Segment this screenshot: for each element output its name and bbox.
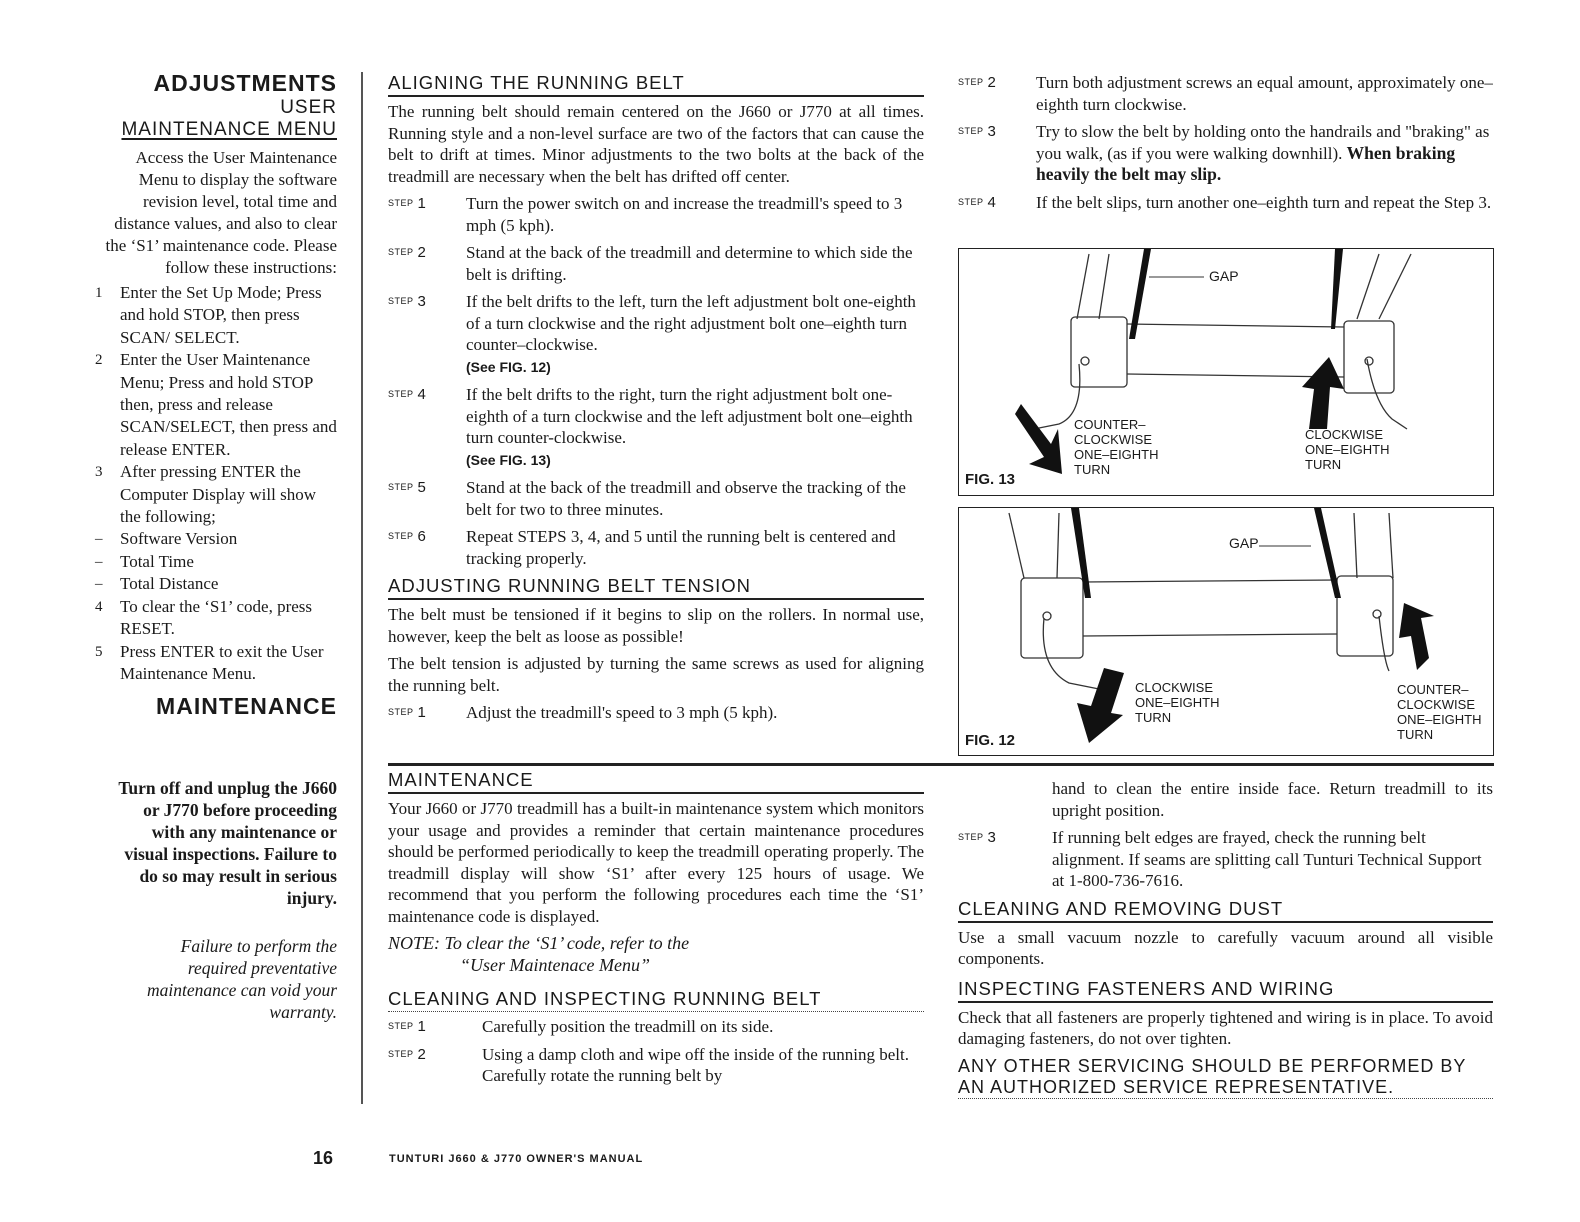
fasteners-paragraph: Check that all fasteners are properly tightened and wiring is in place. To avoid damaging fasteners, do not over tighten. xyxy=(958,1007,1493,1048)
step-number: 3 xyxy=(987,123,996,140)
figure-label-line: TURN xyxy=(1135,710,1172,725)
right-column-lower xyxy=(958,778,1493,1099)
maintenance-heading: MAINTENANCE xyxy=(388,769,924,794)
step-body: Turn both adjustment screws an equal amount, approximately one–eighth turn clockwise. xyxy=(1036,73,1493,114)
step-text xyxy=(1036,192,1493,214)
step-row xyxy=(388,193,924,236)
service-notice: ANY OTHER SERVICING SHOULD BE PERFORMED BY AN AUTHORIZED SERVICE REPRESENTATIVE. xyxy=(958,1056,1493,1099)
aligning-belt-heading: ALIGNING THE RUNNING BELT xyxy=(388,72,924,97)
middle-column-lower xyxy=(388,769,924,1093)
safety-warning: Turn off and unplug the J660 or J770 before proceeding with any maintenance or visual inspections. Failure to do so may result in serious injury. xyxy=(118,778,337,909)
step-number: 5 xyxy=(95,643,103,660)
note-line-2: “User Maintenace Menu” xyxy=(460,954,650,975)
left-column xyxy=(95,70,337,1023)
figure-label-line: TURN xyxy=(1397,727,1434,742)
maintenance-paragraph: Your J660 or J770 treadmill has a built-in maintenance system which monitors your usage and provides a reminder that certain maintenance procedures should be performed periodically to keep the treadmill operating properly. The treadmill display will show ‘S1’ after every 125 hours of usage. We recommend that you perform the following procedures each time the ‘S1’ maintenance code is displayed. xyxy=(388,799,924,926)
user-menu-step xyxy=(95,528,337,550)
step-number: 1 xyxy=(95,285,103,301)
step-number: 4 xyxy=(417,386,426,403)
step-body: Turn the power switch on and increase the treadmill's speed to 3 mph (5 kph). xyxy=(466,194,903,235)
step-text: Total Distance xyxy=(120,574,219,594)
figure-label-line: COUNTER– xyxy=(1074,417,1146,432)
step-text xyxy=(466,526,924,569)
step-label xyxy=(958,121,1036,186)
figure-label-line: TURN xyxy=(1305,457,1342,472)
user-menu-step xyxy=(95,573,337,595)
step-label xyxy=(388,384,466,471)
fig12-left-label xyxy=(1135,680,1220,725)
cleaning-steps xyxy=(388,1016,924,1087)
step-text: Enter the User Maintenance Menu; Press and hold STOP then, press and release SCAN/SELECT, then press and release ENTER. xyxy=(120,350,337,459)
user-subheading: USER xyxy=(280,97,337,118)
step-body: Try to slow the belt by holding onto the handrails and "braking" as you walk, (as if you were walking downhill). xyxy=(1036,122,1490,163)
step-number: 2 xyxy=(95,352,103,369)
step-number: – xyxy=(95,531,103,548)
step-number: 2 xyxy=(987,74,996,91)
figure-12 xyxy=(958,507,1494,756)
step-number: 1 xyxy=(417,195,426,212)
step-label xyxy=(388,477,466,520)
step-number: 4 xyxy=(987,193,996,211)
fig13-right-label xyxy=(1305,427,1390,472)
step-text xyxy=(466,242,924,285)
step-number: 4 xyxy=(95,598,103,615)
step-text xyxy=(466,193,924,236)
warranty-note: Failure to perform the required preventative maintenance can void your warranty. xyxy=(146,936,337,1023)
step-body: Stand at the back of the treadmill and observe the tracking of the belt for two to three minutes. xyxy=(466,478,906,519)
step-body: Carefully position the treadmill on its side. xyxy=(482,1017,774,1036)
tension-step-1: $^{STEP}$ 1 Adjust the treadmill's speed to 3 mph (5 kph). xyxy=(388,703,778,722)
user-menu-intro: Access the User Maintenance Menu to display the software revision level, total time and distance values, and also to clear the ‘S1’ maintenance code. Please follow these instructions: xyxy=(105,148,337,277)
figure-label-line: COUNTER– xyxy=(1397,682,1469,697)
user-menu-step xyxy=(95,596,337,641)
aligning-steps xyxy=(388,193,924,569)
step-body: Using a damp cloth and wipe off the inside of the running belt. Carefully rotate the running belt by xyxy=(482,1044,909,1085)
step-label xyxy=(388,193,466,236)
fig13-caption: FIG. 13 xyxy=(965,471,1016,488)
step-label xyxy=(388,291,466,378)
step-number: – xyxy=(95,553,103,570)
step-word: STEP xyxy=(388,389,414,399)
column-divider xyxy=(361,72,363,1104)
page-number: 16 xyxy=(313,1148,334,1168)
dust-heading: CLEANING AND REMOVING DUST xyxy=(958,898,1493,923)
figure-label-line: CLOCKWISE xyxy=(1397,697,1476,712)
step-row xyxy=(388,1044,924,1087)
figure-13-drawing xyxy=(959,249,1493,495)
figure-13 xyxy=(958,248,1494,496)
fig12-caption: FIG. 12 xyxy=(965,732,1016,749)
step-text xyxy=(1036,121,1493,186)
fig12-right-label xyxy=(1397,682,1482,742)
figure-label-line: ONE–EIGHTH xyxy=(1074,447,1159,462)
step-row xyxy=(958,72,1493,115)
tension-paragraph-1: The belt must be tensioned if it begins to slip on the rollers. In normal use, however, keep the belt as loose as possible! xyxy=(388,605,924,646)
step-word: STEP xyxy=(388,531,414,541)
step-label xyxy=(958,72,1036,115)
step-text: After pressing ENTER the Computer Display will show the following; xyxy=(120,462,316,527)
step-text: Enter the Set Up Mode; Press and hold STOP, then press SCAN/ SELECT. xyxy=(120,283,322,347)
step-body: If the belt drifts to the left, turn the left adjustment bolt one-eighth of a turn clockwise and the right adjustment bolt one–eighth turn counter–clockwise. xyxy=(466,292,916,354)
cleaning-step-3: $^{STEP}$ 3 If running belt edges are frayed, check the running belt alignment. If seams are splitting call Tunturi Technical Support at 1-800-736-7616. xyxy=(958,828,1482,890)
step-text xyxy=(482,1016,924,1038)
step-number: 6 xyxy=(417,528,426,545)
step-body: If the belt drifts to the right, turn the right adjustment bolt one-eighth of a turn clockwise and the left adjustment bolt one–eighth turn counter-clockwise. xyxy=(466,385,913,447)
step-text: Press ENTER to exit the User Maintenance Menu. xyxy=(120,641,324,683)
step-text: Software Version xyxy=(120,529,238,549)
belt-tension-heading: ADJUSTING RUNNING BELT TENSION xyxy=(388,575,924,600)
step-body: If the belt slips, turn another one–eighth turn and repeat the Step 3. xyxy=(1036,192,1492,212)
dust-paragraph: Use a small vacuum nozzle to carefully vacuum around all visible components. xyxy=(958,927,1493,968)
user-menu-step xyxy=(95,349,337,461)
right-column xyxy=(958,72,1493,219)
step-number: 2 xyxy=(417,244,426,261)
step-word: STEP xyxy=(958,126,984,136)
step-row xyxy=(388,477,924,520)
figure-label-line: ONE–EIGHTH xyxy=(1135,695,1220,710)
maintenance-menu-subheading: MAINTENANCE MENU xyxy=(121,119,337,140)
step-number: – xyxy=(95,576,103,593)
step-text: Total Time xyxy=(120,551,194,571)
user-menu-step xyxy=(95,641,337,686)
step-label xyxy=(388,526,466,569)
section-rule xyxy=(388,763,1494,766)
step-word: STEP xyxy=(388,198,414,208)
step-number: 3 xyxy=(417,293,426,310)
step-text xyxy=(466,291,924,378)
step-body: Repeat STEPS 3, 4, and 5 until the running belt is centered and tracking properly. xyxy=(466,527,896,568)
step-word: STEP xyxy=(388,1021,414,1031)
step-word: STEP xyxy=(388,247,414,257)
step-emphasis: When braking heavily the belt may slip. xyxy=(1036,142,1456,184)
figure-label-line: TURN xyxy=(1074,462,1111,477)
cleaning-continued: hand to clean the entire inside face. Return treadmill to its upright position. xyxy=(1052,779,1493,820)
step-text xyxy=(1036,72,1493,115)
manual-title-footer: TUNTURI J660 & J770 OWNER'S MANUAL xyxy=(389,1153,644,1165)
step-label xyxy=(388,242,466,285)
step-row xyxy=(388,384,924,471)
user-menu-step xyxy=(95,551,337,573)
step-row xyxy=(388,291,924,378)
step-label xyxy=(388,1016,482,1038)
figure-label-line: CLOCKWISE xyxy=(1305,427,1384,442)
user-menu-step xyxy=(95,461,337,528)
step-row xyxy=(388,1016,924,1038)
tension-steps-continued xyxy=(958,72,1493,213)
note-line-1: NOTE: To clear the ‘S1’ code, refer to the xyxy=(388,933,690,953)
fasteners-heading: INSPECTING FASTENERS AND WIRING xyxy=(958,978,1493,1003)
step-row xyxy=(958,121,1493,186)
step-text: To clear the ‘S1’ code, press RESET. xyxy=(120,596,313,639)
fig12-gap-label: GAP xyxy=(1229,535,1259,551)
step-row xyxy=(958,192,1493,214)
step-number: 2 xyxy=(417,1045,426,1063)
step-word: STEP xyxy=(958,77,984,87)
adjustments-heading: ADJUSTMENTS xyxy=(153,70,337,96)
tension-paragraph-2: The belt tension is adjusted by turning the same screws as used for aligning the running belt. xyxy=(388,654,924,695)
step-label xyxy=(958,192,1036,214)
cleaning-belt-heading: CLEANING AND INSPECTING RUNNING BELT xyxy=(388,988,924,1012)
step-word: STEP xyxy=(388,296,414,306)
step-word: STEP xyxy=(388,482,414,492)
maintenance-sidebar-heading: MAINTENANCE xyxy=(156,693,337,720)
step-text xyxy=(466,384,924,471)
step-word: STEP xyxy=(958,196,984,207)
figure-label-line: CLOCKWISE xyxy=(1135,680,1214,695)
fig13-gap-label: GAP xyxy=(1209,268,1239,284)
see-figure-ref: (See FIG. 12) xyxy=(466,358,551,375)
middle-column xyxy=(388,72,924,730)
user-menu-steps xyxy=(95,282,337,685)
step-number: 3 xyxy=(95,464,103,481)
step-text xyxy=(466,477,924,520)
step-label xyxy=(388,1044,482,1087)
figure-label-line: ONE–EIGHTH xyxy=(1305,442,1390,457)
figure-label-line: CLOCKWISE xyxy=(1074,432,1153,447)
aligning-belt-intro: The running belt should remain centered on the J660 or J770 at all times. Running style and a non-level surface are two of the factors that can cause the belt to drift at times. Minor adjustments to the two bolts at the back of the treadmill are necessary when the belt has drifted off center. xyxy=(388,102,924,186)
figure-label-line: ONE–EIGHTH xyxy=(1397,712,1482,727)
step-number: 1 xyxy=(417,1018,426,1035)
step-row xyxy=(388,526,924,569)
see-figure-ref: (See FIG. 13) xyxy=(466,451,551,468)
step-word: STEP xyxy=(388,1048,414,1059)
step-row xyxy=(388,242,924,285)
step-body: Stand at the back of the treadmill and determine to which side the belt is drifting. xyxy=(466,243,913,284)
step-text xyxy=(482,1044,924,1087)
step-number: 5 xyxy=(417,479,426,496)
user-menu-step xyxy=(95,282,337,349)
fig13-left-label xyxy=(1074,417,1159,477)
